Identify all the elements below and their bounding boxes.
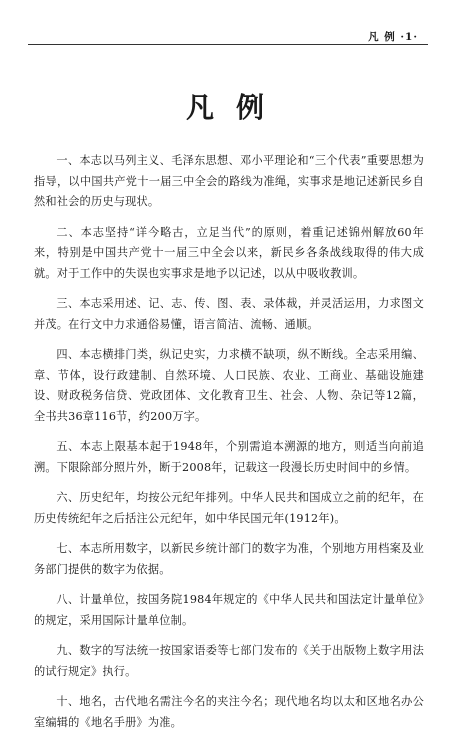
paragraph-6: 六、历史纪年，均按公元纪年排列。中华人民共和国成立之前的纪年，在历史传统纪年之后括注公元纪年，如中华民国元年(1912年)。	[34, 491, 424, 525]
paragraph-9: 九、数字的写法统一按国家语委等七部门发布的《关于出版物上数字用法的试行规定》执行。	[34, 644, 424, 678]
paragraph-5: 五、本志上限基本起于1948年，个别需追本溯源的地方，则适当向前追溯。下限除部分照片外，断于2008年，记载这一段漫长历史时间中的乡情。	[34, 440, 424, 474]
paragraph-7: 七、本志所用数字，以新民乡统计部门的数字为准，个别地方用档案及业务部门提供的数字为依据。	[34, 542, 424, 576]
page-title: 凡例	[185, 91, 286, 124]
paragraph-8: 八、计量单位，按国务院1984年规定的《中华人民共和国法定计量单位》的规定，采用国际计量单位制。	[34, 593, 424, 627]
paragraph-3: 三、本志采用述、记、志、传、图、表、录体裁，并灵活运用，力求图文并茂。在行文中力求通俗易懂，语言简洁、流畅、通顺。	[34, 297, 424, 331]
body-text	[34, 151, 424, 743]
paragraph-4: 四、本志横排门类，纵记史实，力求横不缺项，纵不断线。全志采用编、章、节体，设行政建制、自然环境、人口民族、农业、工商业、基础设施建设、财政税务信贷、党政团体、文化教育卫生、社会、人物、杂记等12篇，全书共36章116节，约200万字。	[34, 348, 424, 423]
paragraph-10: 十、地名，古代地名需注今名的夹注今名；现代地名均以太和区地名办公室编辑的《地名手册》为准。	[34, 695, 424, 729]
paragraph-1: 一、本志以马列主义、毛泽东思想、邓小平理论和“三个代表”重要思想为指导，以中国共产党十一届三中全会的路线为准绳，实事求是地记述新民乡自然和社会的历史与现状。	[34, 154, 424, 208]
paragraph-2: 二、本志坚持“详今略古，立足当代”的原则，着重记述锦州解放60年来，特别是中国共产党十一届三中全会以来，新民乡各条战线取得的伟大成就。对于工作中的失误也实事求是地予以记述，以从中吸收教训。	[34, 225, 424, 280]
header-rule	[28, 44, 428, 45]
running-head: 凡 例 ·1·	[368, 31, 418, 43]
